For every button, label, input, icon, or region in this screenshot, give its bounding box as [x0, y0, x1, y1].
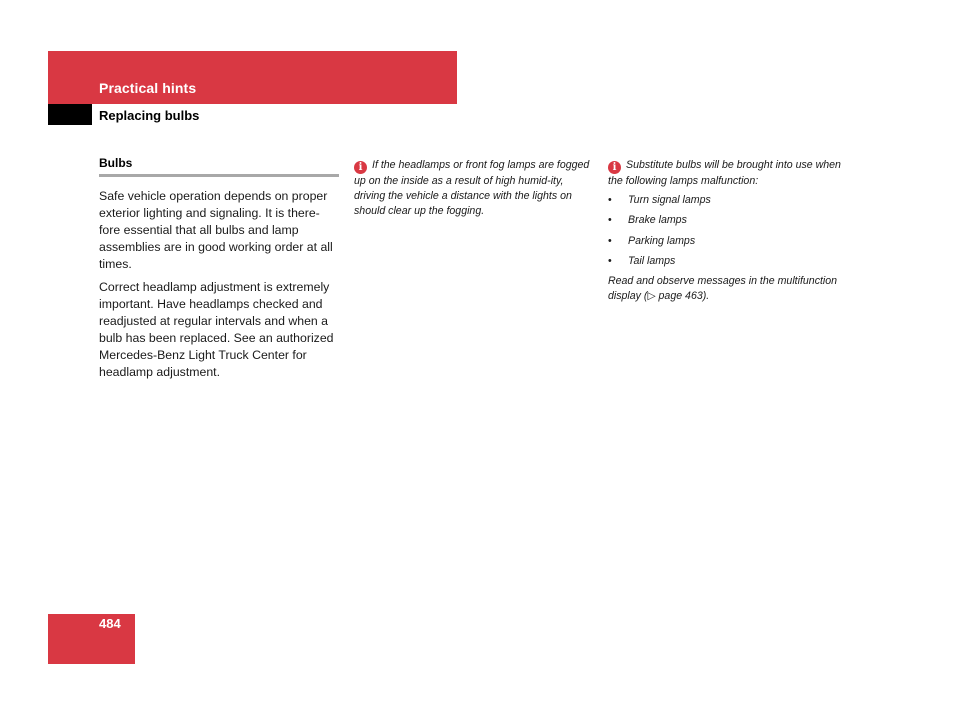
header-band [48, 51, 457, 104]
bulbs-paragraph-2: Correct headlamp adjustment is extremely important. Have headlamps checked and readjusted at regular intervals and when a bulb has been replaced. See an authorized Mercedes-Benz Light Truck Center for headlamp adjustment. [99, 280, 334, 379]
bullet: • [608, 234, 612, 247]
column-substitute-bulbs [608, 156, 853, 304]
substitute-bulbs-note-text: Substitute bulbs will be brought into use when the following lamps malfunction: [608, 159, 841, 187]
lamp-list [608, 193, 853, 269]
info-icon: i [354, 161, 367, 174]
bullet: • [608, 214, 612, 227]
section-tab-marker [48, 104, 92, 125]
list-item [608, 193, 853, 208]
fogging-note [354, 156, 596, 218]
bulbs-heading: Bulbs [99, 156, 339, 177]
page-number-box [48, 614, 135, 664]
bulbs-paragraph-1: Safe vehicle operation depends on proper exterior lighting and signaling. It is there-fore essential that all bulbs and lamp assemblies are in good working order at all times. [99, 189, 333, 271]
list-item [608, 234, 853, 249]
bullet: • [608, 193, 612, 206]
column-bulbs [99, 156, 339, 381]
page-number: 484 [99, 616, 121, 631]
subsection-title: Replacing bulbs [99, 108, 200, 123]
lamp-name: Tail lamps [628, 254, 676, 267]
lamp-name: Brake lamps [628, 214, 687, 227]
bullet: • [608, 254, 612, 267]
fogging-note-text: If the headlamps or front fog lamps are fogged up on the inside as a result of high humid-ity, driving the vehicle a distance with the lights on should clear up the fogging. [354, 159, 590, 217]
section-title: Practical hints [99, 80, 197, 96]
info-icon: i [608, 161, 621, 174]
multifunction-display-note: Read and observe messages in the multifunction display (▷ page 463). [608, 275, 838, 303]
lamp-name: Turn signal lamps [628, 193, 711, 206]
column-fogging-note [354, 156, 596, 218]
list-item [608, 213, 853, 228]
list-item [608, 254, 853, 269]
substitute-bulbs-note [608, 156, 853, 189]
lamp-name: Parking lamps [628, 234, 696, 247]
